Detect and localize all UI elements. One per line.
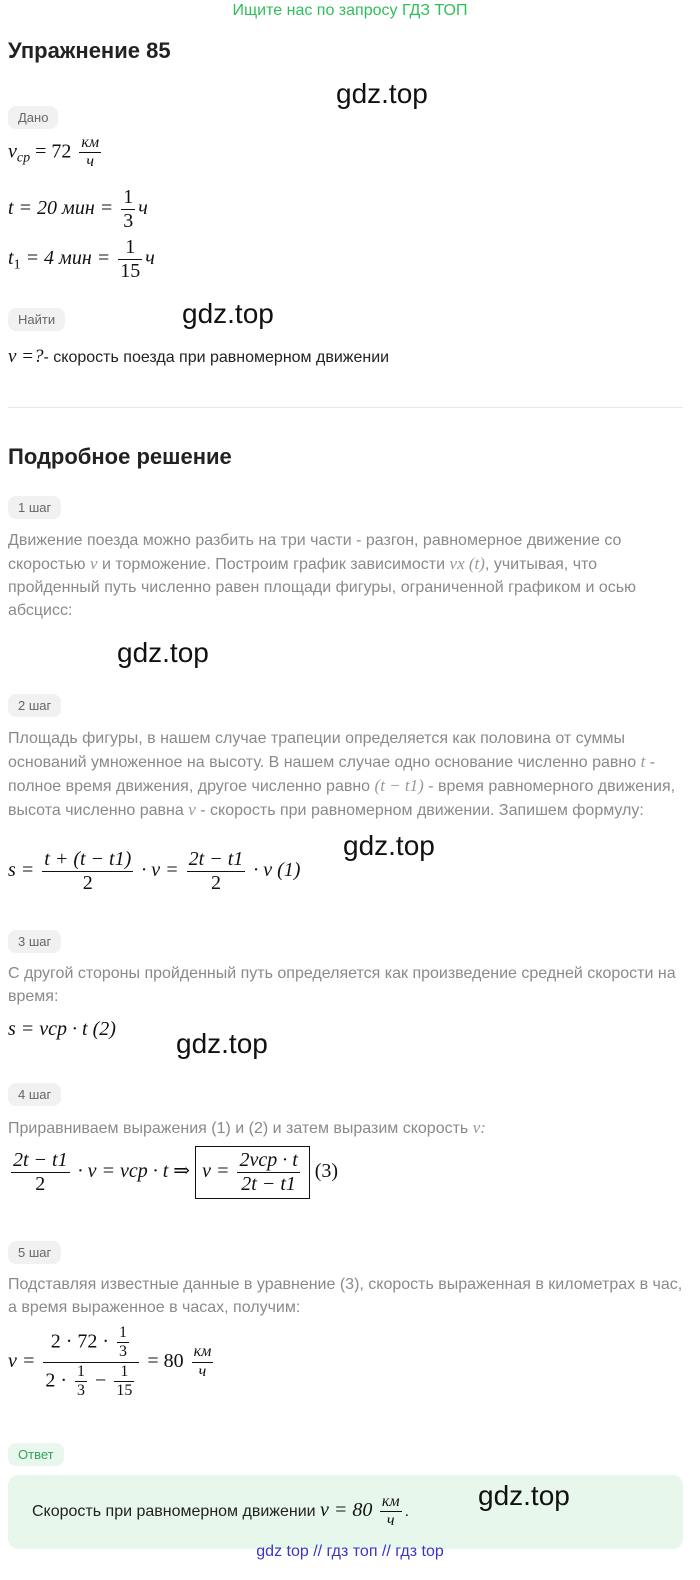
given-line-2: t = 20 мин = $\frac{1}{3}$ ч bbox=[8, 186, 148, 232]
watermark: gdz.top bbox=[117, 637, 209, 668]
step-2-text: Площадь фигуры, в нашем случае трапеции определяется как половина от суммы оснований умноженное на высоту. В нашем случае одно основание численно равно t - полное время движения, другое численно равно (t − t1) - время равномерного движения, высота численно равна v - скорость при равномерном движении. Запишем формулу: bbox=[8, 730, 676, 819]
step-5-text: Подставляя известные данные в уравнение (3), скорость выраженная в километрах в час, а время выраженное в часах, получим: bbox=[8, 1276, 683, 1316]
step-4-badge: 4 шаг bbox=[8, 1083, 61, 1106]
step-2-badge: 2 шаг bbox=[8, 694, 61, 717]
given-line-3: $t_1 = 4$ мин = $\frac{1}{15}$ ч bbox=[8, 236, 155, 282]
watermark: gdz.top bbox=[336, 78, 428, 109]
find-line: v =?- скорость поезда при равномерном движении bbox=[8, 346, 390, 367]
step-5-badge: 5 шаг bbox=[8, 1241, 61, 1264]
find-badge: Найти bbox=[8, 308, 65, 331]
watermark: gdz.top bbox=[478, 1480, 570, 1511]
watermark: gdz.top bbox=[176, 1028, 268, 1059]
answer-text: Скорость при равномерном движении v = 80 $\frac{км}{ч}$ . bbox=[32, 1493, 410, 1530]
given-line-1: $v_{ср} = 72$ $\frac{км}{ч}$ bbox=[8, 134, 100, 171]
boxed-result: v = $\frac{\text{2vср · t}}{2t - t1}$ bbox=[195, 1146, 310, 1199]
formula-2: s = vср · t (2) bbox=[8, 1018, 116, 1040]
formula-3: $\frac{2t - t1}{2}$ · v = vср · t ⇒ v = $\frac{\text{2vср · t}}{2t - t1}$ (3) bbox=[8, 1146, 338, 1199]
formula-4: v = 2 · 72 · $\frac{1}{3}$ 2 · $\frac{1}{3}$ − $\frac{1}{15}$ = 80 $\frac{км}{ч}$ bbox=[8, 1324, 212, 1400]
step-3-text: С другой стороны пройденный путь определяется как произведение средней скорости на время: bbox=[8, 965, 676, 1005]
step-3-badge: 3 шаг bbox=[8, 930, 61, 953]
answer-badge: Ответ bbox=[8, 1443, 64, 1466]
divider bbox=[8, 407, 683, 408]
step-4-text: Приравниваем выражения (1) и (2) и затем выразим скорость v: bbox=[8, 1118, 486, 1137]
footer-links[interactable]: gdz top // гдз топ // гдз top bbox=[256, 1543, 444, 1560]
step-1-text: Движение поезда можно разбить на три части - разгон, равномерное движение со скоростью v и торможение. Построим график зависимости vx (t), учитывая, что пройденный путь численно равен площади фигуры, ограниченной графиком и осью абсцисс: bbox=[8, 532, 637, 619]
step-1-badge: 1 шаг bbox=[8, 496, 61, 519]
search-banner[interactable]: Ищите нас по запросу ГДЗ ТОП bbox=[232, 2, 468, 19]
given-badge: Дано bbox=[8, 106, 58, 129]
watermark: gdz.top bbox=[343, 830, 435, 861]
page-title: Упражнение 85 bbox=[8, 38, 171, 63]
solution-title: Подробное решение bbox=[8, 444, 232, 469]
formula-1: s = $\frac{t + (t - t1)}{2}$ · v = $\frac{2t - t1}{2}$ · v (1) bbox=[8, 848, 301, 894]
watermark: gdz.top bbox=[182, 298, 274, 329]
